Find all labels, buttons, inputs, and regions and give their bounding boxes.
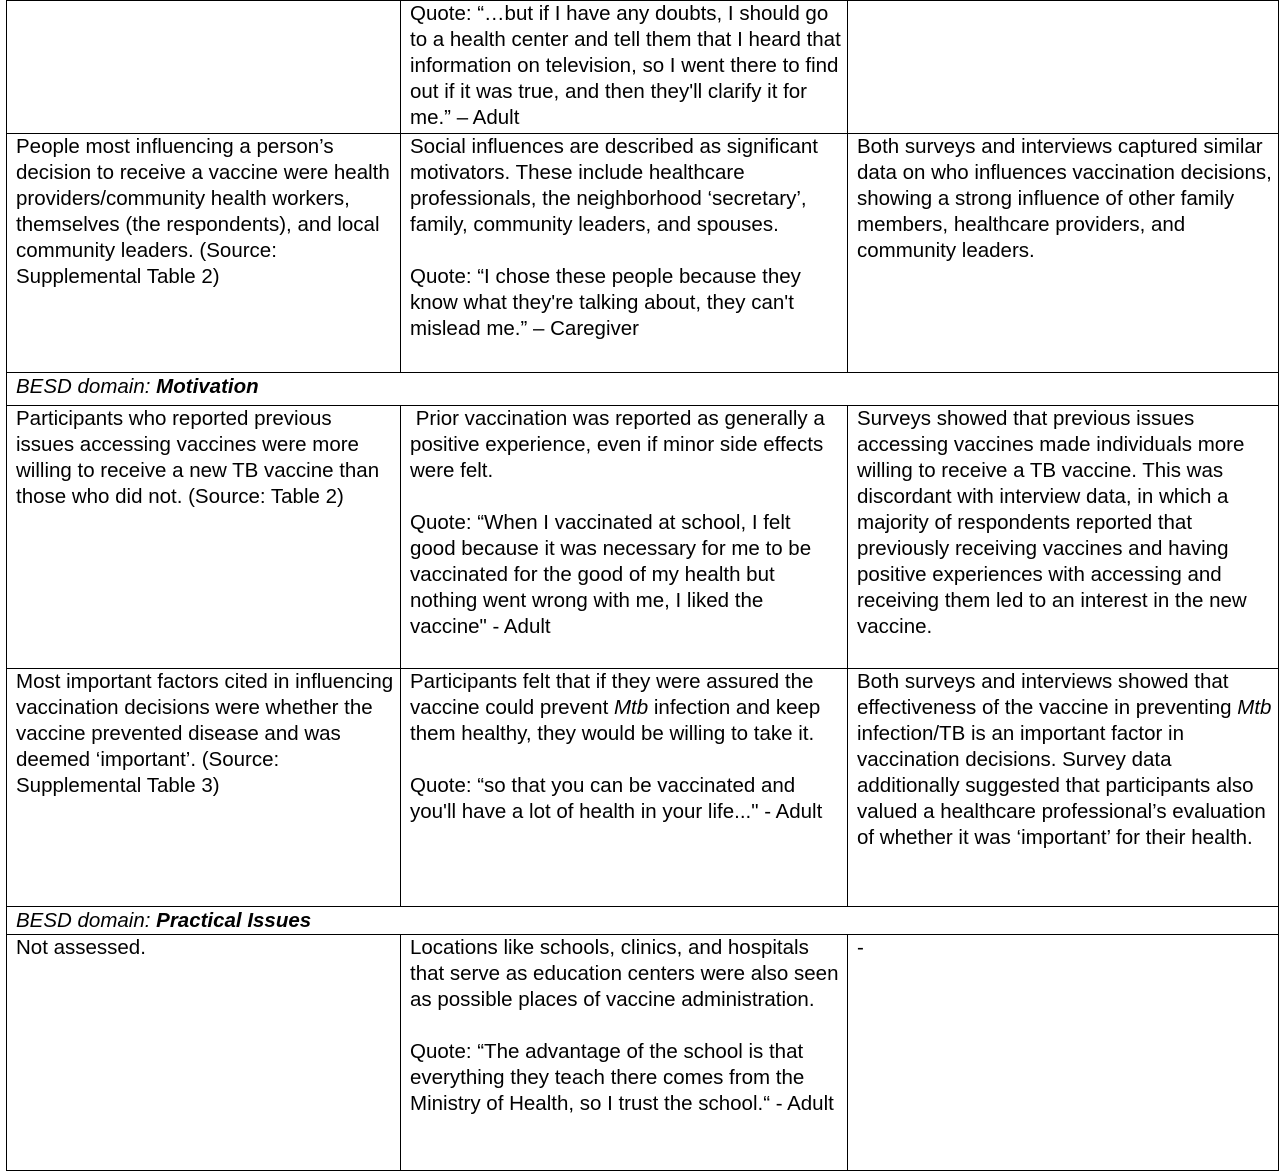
pathogen-abbrev: Mtb <box>1237 696 1272 719</box>
interview-finding-cell <box>401 935 848 1171</box>
domain-prefix: BESD domain: <box>16 375 157 398</box>
integration-cell: Surveys showed that previous issues accessing vaccines made individuals more willing to receive a TB vaccine. This was discordant with interview data, in which a majority of respondents reported that previously receiving vaccines and having positive experiences with accessing and receiving them led to an interest in the new vaccine. <box>848 406 1279 669</box>
interview-summary: Locations like schools, clinics, and hospitals that serve as education centers were also seen as possible places of vaccine administration. <box>410 936 839 1011</box>
integration-cell: Both surveys and interviews captured similar data on who influences vaccination decisions, showing a strong influence of other family members, healthcare providers, and community leaders. <box>848 134 1279 373</box>
survey-finding-cell: Most important factors cited in influencing vaccination decisions were whether the vaccine prevented disease and was deemed ‘important’. (Source: Supplemental Table 3) <box>7 669 401 907</box>
table-row <box>7 935 1279 1171</box>
integration-cell: Both surveys and interviews showed that effectiveness of the vaccine in preventing Mtb infection/TB is an important factor in vaccination decisions. Survey data additionally suggested that participants also valued a healthcare professional’s evaluation of whether it was ‘important’ for their health. <box>848 669 1279 907</box>
interview-finding-cell <box>401 134 848 373</box>
interview-quote: Quote: “…but if I have any doubts, I should go to a health center and tell them that I heard that information on television, so I went there to find out if it was true, and then they'll clarify it for me.” – Adult <box>410 2 841 129</box>
domain-name: Practical Issues <box>156 909 312 932</box>
table-row <box>7 406 1279 669</box>
mixed-methods-table <box>6 0 1279 1171</box>
domain-header-cell <box>7 373 1279 406</box>
interview-finding-cell <box>401 406 848 669</box>
interview-finding-cell <box>401 1 848 134</box>
survey-finding-cell: People most influencing a person’s decision to receive a vaccine were health providers/community health workers, themselves (the respondents), and local community leaders. (Source: Supplemental Table 2) <box>7 134 401 373</box>
integration-cell: - <box>848 935 1279 1171</box>
survey-finding-cell: Not assessed. <box>7 935 401 1171</box>
interview-quote: Quote: “so that you can be vaccinated and you'll have a lot of health in your life..." - Adult <box>410 774 823 823</box>
table-row <box>7 669 1279 907</box>
interview-quote: Quote: “I chose these people because they know what they're talking about, they can't mislead me.” – Caregiver <box>410 265 801 340</box>
survey-finding-cell: Participants who reported previous issues accessing vaccines were more willing to receive a new TB vaccine than those who did not. (Source: Table 2) <box>7 406 401 669</box>
interview-finding-cell <box>401 669 848 907</box>
domain-header-cell <box>7 907 1279 935</box>
interview-quote: Quote: “When I vaccinated at school, I felt good because it was necessary for me to be vaccinated for the good of my health but nothing went wrong with me, I liked the vaccine" - Adult <box>410 511 812 638</box>
table-row <box>7 134 1279 373</box>
interview-quote: Quote: “The advantage of the school is that everything they teach there comes from the Ministry of Health, so I trust the school.“ - Adult <box>410 1040 834 1115</box>
table-row <box>7 1 1279 134</box>
interview-summary: Prior vaccination was reported as generally a positive experience, even if minor side effects were felt. <box>410 407 831 482</box>
domain-prefix: BESD domain: <box>16 909 157 932</box>
survey-finding-cell <box>7 1 401 134</box>
domain-header-row <box>7 907 1279 935</box>
interview-summary: Social influences are described as significant motivators. These include healthcare professionals, the neighborhood ‘secretary’, family, community leaders, and spouses. <box>410 135 818 236</box>
interview-summary: Participants felt that if they were assured the vaccine could prevent Mtb infection and keep them healthy, they would be willing to take it. <box>410 670 821 745</box>
pathogen-abbrev: Mtb <box>613 696 649 719</box>
domain-name: Motivation <box>156 375 259 398</box>
integration-cell <box>848 1 1279 134</box>
domain-header-row <box>7 373 1279 406</box>
